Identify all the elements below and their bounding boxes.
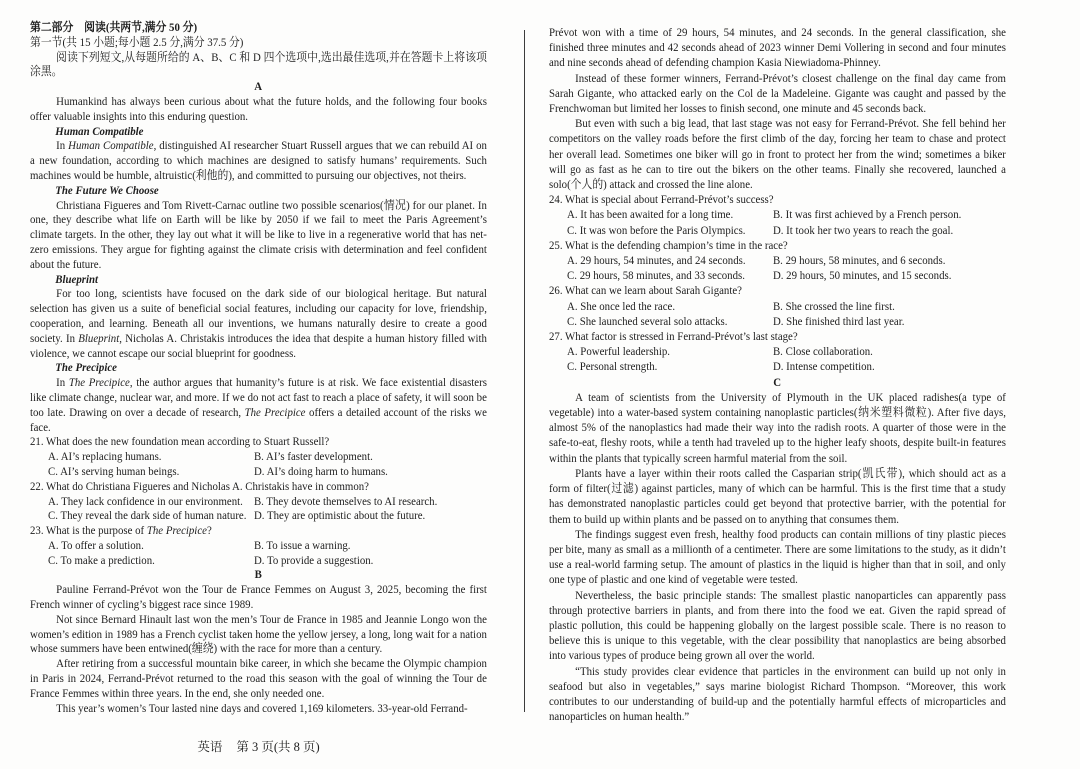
option: A. It has been awaited for a long time. xyxy=(567,207,734,222)
paragraph: But even with such a big lead, that last stage was not easy for Ferrand-Prévot. She fell behind her competitors on the valley roads before the first climb of the day, forcing her team to chase and protect her overall lead. Sometimes one biker will go in front to protect her from the wind; sometimes a biker will go as fast as he can to tire out the bikers on the other teams. Finally she recovered, launched a solo(个人的) attack and crossed the line alone. xyxy=(549,116,1006,192)
option: C. AI’s serving human beings. xyxy=(48,463,180,478)
paragraph: Christiana Figueres and Tom Rivett-Carnac outline two possible scenarios(情况) for our planet. In one, they describe what life on Earth will be like by 2050 if we fail to meet the Paris Agreement’s climate targets. In the other, they lay out what it will be like to live in a regenerative world that has net-zero emissions. They argue for fighting against the climate crisis with determination and feel confident about the future. xyxy=(30,197,487,271)
paragraph: 阅读下列短文,从每题所给的 A、B、C 和 D 四个选项中,选出最佳选项,并在答题卡上将该项涂黑。 xyxy=(30,49,487,79)
option: C. It was won before the Paris Olympics. xyxy=(567,222,746,237)
option: A. AI’s replacing humans. xyxy=(48,449,162,464)
book-title: Human Compatible xyxy=(55,123,144,138)
page-footer xyxy=(30,737,487,755)
paragraph: Humankind has always been curious about what the future holds, and the following four books offer valuable insights into this enduring question. xyxy=(30,93,487,123)
option: B. To issue a warning. xyxy=(253,537,351,552)
options-row xyxy=(549,223,1006,238)
option: D. To provide a suggestion. xyxy=(253,552,374,567)
options-row xyxy=(549,344,1006,359)
option: B. They devote themselves to AI research. xyxy=(253,493,438,508)
option: D. 29 hours, 50 minutes, and 15 seconds. xyxy=(772,268,952,283)
paragraph: Instead of these former winners, Ferrand-Prévot’s closest challenge on the final day came from Sarah Gigante, who attacked early on the Col de la Madeleine. Gigante was caught and passed by the Frenchwoman but limited her losses to finish second, one minute and 45 seconds back. xyxy=(549,70,1006,116)
option: A. She once led the race. xyxy=(567,298,676,313)
option: C. They reveal the dark side of human nature. xyxy=(48,508,247,523)
option: B. She crossed the line first. xyxy=(772,298,895,313)
footer-page-number: 第 3 页(共 8 页) xyxy=(236,740,320,754)
section-note: 第一节(共 15 小题;每小题 2.5 分,满分 37.5 分) xyxy=(30,34,244,49)
question-stem: 22. What do Christiana Figueres and Nicholas A. Christakis have in common? xyxy=(30,478,369,493)
question-stem: 21. What does the new foundation mean according to Stuart Russell? xyxy=(30,434,330,449)
option: B. AI’s faster development. xyxy=(253,449,373,464)
question-stem: 27. What factor is stressed in Ferrand-Prévot’s last stage? xyxy=(549,329,798,344)
options-row xyxy=(30,538,487,553)
option: C. To make a prediction. xyxy=(48,552,155,567)
option: D. She finished third last year. xyxy=(772,313,905,328)
option: D. They are optimistic about the future. xyxy=(253,508,426,523)
option: D. AI’s doing harm to humans. xyxy=(253,463,388,478)
column-divider-rule xyxy=(524,30,525,712)
passage-label: C xyxy=(773,374,782,389)
options-row xyxy=(30,449,487,464)
options-row xyxy=(30,494,487,509)
paragraph: “This study provides clear evidence that particles in the environment can build up not only in seafood but also in vegetables,” says marine biologist Richard Thompson. “Moreover, this work contributes to our understanding of build-up and the potentially harmful effects of microparticles and nanoparticles on human health.” xyxy=(549,663,1006,724)
option: C. Personal strength. xyxy=(567,359,658,374)
paragraph: Plants have a layer within their roots called the Casparian strip(凯氏带), which should act as a form of filter(过滤) against particles, many of which can be harmful. This is the first time that a study has demonstrated nanoplastic particles could get beyond that protective barrier, with the potential for them to build up within plants and be passed on to anything that consumes them. xyxy=(549,465,1006,526)
options-row xyxy=(549,207,1006,222)
passage-label: B xyxy=(254,567,263,582)
book-title: The Future We Choose xyxy=(55,182,159,197)
option: B. It was first achieved by a French person. xyxy=(772,207,962,222)
paragraph: Nevertheless, the basic principle stands: The smallest plastic nanoparticles can apparently pass through protective barriers in plants, and from there into the food we eat. Given the rapid spread of plastic pollution, this could be happening globally on the largest possible scale. There is no reason to believe this is unique to this vegetable, with the clear possibility that nanoplastics are being absorbed into various types of produce being grown all over the world. xyxy=(549,587,1006,663)
options-row xyxy=(549,253,1006,268)
paragraph: Prévot won with a time of 29 hours, 54 minutes, and 24 seconds. In the general classification, she finished three minutes and 42 seconds ahead of 2023 winner Demi Vollering in second and four minutes and nine seconds ahead of defending champion Kasia Niewiadoma-Phinney. xyxy=(549,25,1006,70)
option: A. 29 hours, 54 minutes, and 24 seconds. xyxy=(567,253,746,268)
paragraph: Pauline Ferrand-Prévot won the Tour de France Femmes on August 3, 2025, becoming the first French winner of cycling’s biggest race since 1989. xyxy=(30,582,487,612)
option: B. Close collaboration. xyxy=(772,344,873,359)
paragraph: After retiring from a successful mountain bike career, in which she became the Olympic champion in Paris in 2024, Ferrand-Prévot returned to the road this season with the goal of winning the Tour de France Femmes within three years. In the end, she only needed one. xyxy=(30,656,487,700)
options-row xyxy=(549,359,1006,374)
paragraph: A team of scientists from the University of Plymouth in the UK placed radishes(a type of vegetable) into a water-based system containing nanoplastic particles(纳米塑料微粒). After five days, almost 5% of the nanoplastics had made their way into the radish roots. A quarter of those were in the safe-to-eat, fleshy roots, while a tenth had traveled up to the higher leafy shoots, despite built-in features within the plants that typically screen harmful material from the soil. xyxy=(549,389,1006,465)
options-row xyxy=(549,268,1006,283)
question-stem: 26. What can we learn about Sarah Gigante? xyxy=(549,283,742,298)
column-right xyxy=(549,25,1006,737)
question-stem: 23. What is the purpose of The Precipice? xyxy=(30,523,212,538)
question-stem: 24. What is special about Ferrand-Prévot’s success? xyxy=(549,192,774,207)
book-title: Blueprint xyxy=(55,271,99,286)
paragraph: For too long, scientists have focused on the dark side of our biological heritage. But natural selection has given us a suite of beneficial social features, including our capacity for love, friendship, cooperation, and learning. Beneath all our inventions, we humans naturally desire to create a good society. In Blueprint, Nicholas A. Christakis introduces the idea that despite a human history filled with violence, we cannot escape our social blueprint for goodness. xyxy=(30,286,487,360)
option: D. Intense competition. xyxy=(772,359,875,374)
passage-label: A xyxy=(254,79,263,94)
options-row xyxy=(549,299,1006,314)
paragraph: The findings suggest even fresh, healthy food products can contain millions of tiny plastic pieces per bite, many as small as a millionth of a centimeter. There are some limitations to the study, as it didn’t use a real-world farming setup. The amount of plastics in the liquid is higher than that in soil, and only one type of plastic and one kind of vegetable were tested. xyxy=(549,526,1006,587)
option: A. They lack confidence in our environment. xyxy=(48,493,243,508)
options-row xyxy=(30,553,487,568)
paragraph: This year’s women’s Tour lasted nine days and covered 1,169 kilometers. 33-year-old Ferrand- xyxy=(56,700,468,715)
options-row xyxy=(549,314,1006,329)
option: A. To offer a solution. xyxy=(48,537,144,552)
option: D. It took her two years to reach the goal. xyxy=(772,222,954,237)
option: C. She launched several solo attacks. xyxy=(567,313,728,328)
book-title: The Precipice xyxy=(55,360,117,375)
paragraph: In Human Compatible, distinguished AI researcher Stuart Russell argues that we can rebuild AI on a new foundation, according to which machines are designed to satisfy humans’ requirements. Such machines would be humble, altruistic(利他的), and committed to pursuing our objectives, not theirs. xyxy=(30,138,487,182)
options-row xyxy=(30,508,487,523)
paragraph: In The Precipice, the author argues that humanity’s future is at risk. We face existential disasters like climate change, nuclear war, and more. If we do not act fast to reach a place of safety, it will soon be too late. Drawing on over a decade of research, The Precipice offers a detailed account of the risks we face. xyxy=(30,375,487,434)
option: B. 29 hours, 58 minutes, and 6 seconds. xyxy=(772,253,946,268)
paragraph: Not since Bernard Hinault last won the men’s Tour de France in 1985 and Jeannie Longo won the women’s edition in 1989 has a French cyclist taken home the yellow jersey, a long, long wait for a nation whose summers have been entwined(缠绕) with the race for more than a century. xyxy=(30,611,487,656)
footer-subject: 英语 xyxy=(197,740,223,754)
options-row xyxy=(30,464,487,479)
option: C. 29 hours, 58 minutes, and 33 seconds. xyxy=(567,268,745,283)
question-stem: 25. What is the defending champion’s time in the race? xyxy=(549,237,788,252)
option: A. Powerful leadership. xyxy=(567,344,670,359)
part-heading: 第二部分 阅读(共两节,满分 50 分) xyxy=(30,20,198,34)
column-left xyxy=(30,20,487,738)
